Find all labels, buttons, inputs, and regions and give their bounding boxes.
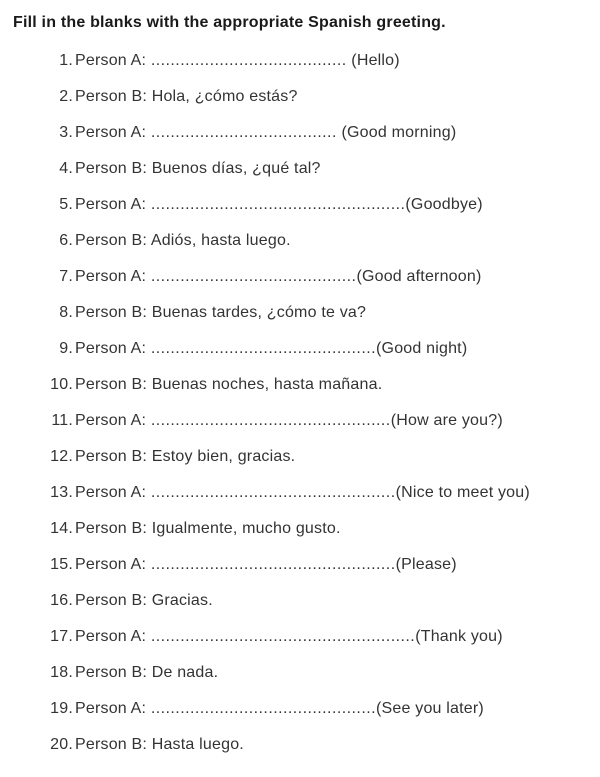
exercise-item [13,727,590,763]
item-speaker: Person A: [75,556,151,573]
blank-dots: .................................................. [150,484,396,501]
item-number: 4. [59,160,73,177]
exercise-item [13,547,590,583]
item-speaker: Person B: [75,736,152,753]
blank-dots: ...................................................... [150,628,416,645]
item-text: (Good night) [376,340,468,357]
item-number: 16. [50,592,73,609]
item-text: Buenos días, ¿qué tal? [151,160,321,177]
item-speaker: Person A: [75,484,151,501]
exercise-item [13,511,590,547]
item-number: 15. [50,556,73,573]
item-content [75,556,457,574]
item-text: (Good afternoon) [356,268,482,285]
item-speaker: Person B: [75,232,151,249]
item-content [75,124,456,142]
item-content [75,52,400,70]
item-number: 11. [51,412,73,429]
item-number: 20. [50,736,73,753]
item-content [75,484,530,502]
blank-dots: ................................................. [150,412,391,429]
item-number: 10. [50,376,73,393]
item-text: Estoy bien, gracias. [151,448,296,465]
exercise-item [13,691,590,727]
blank-dots: ........................................ [150,52,347,69]
item-number: 6. [59,232,73,249]
exercise-item [13,223,590,259]
item-speaker: Person A: [75,124,151,141]
exercise-item [13,259,590,295]
item-content [75,448,295,466]
blank-dots: ...................................... [150,124,337,141]
item-number: 5. [59,196,73,213]
item-text: (Hello) [346,52,400,69]
item-text: (See you later) [376,700,484,717]
blank-dots: .............................................. [150,700,377,717]
exercise-item [13,619,590,655]
item-text: (Good morning) [336,124,457,141]
exercise-item [13,439,590,475]
item-text: (Please) [395,556,457,573]
blank-dots: .......................................... [150,268,357,285]
item-text: Hasta luego. [151,736,244,753]
item-number: 7. [59,268,73,285]
item-content [75,376,382,394]
item-content [75,160,321,178]
item-text: (Goodbye) [405,196,483,213]
exercise-item [13,583,590,619]
item-number: 12. [50,448,73,465]
item-content [75,268,482,286]
item-speaker: Person B: [75,448,152,465]
exercise-item [13,655,590,691]
exercise-item [13,43,590,79]
item-speaker: Person A: [75,412,151,429]
item-number: 13. [50,484,73,501]
item-content [75,700,484,718]
blank-dots: .................................................... [150,196,406,213]
item-number: 19. [50,700,73,717]
blank-dots: .................................................. [150,556,396,573]
exercise-item [13,115,590,151]
item-speaker: Person A: [75,340,151,357]
item-number: 8. [59,304,73,321]
item-speaker: Person A: [75,52,151,69]
item-speaker: Person B: [75,376,152,393]
item-text: (How are you?) [390,412,503,429]
item-text: De nada. [151,664,219,681]
item-number: 18. [50,664,73,681]
item-content [75,88,298,106]
item-text: Adiós, hasta luego. [150,232,291,249]
item-content [75,340,467,358]
item-speaker: Person A: [75,700,151,717]
item-speaker: Person B: [75,88,152,105]
item-number: 9. [59,340,73,357]
exercise-item [13,403,590,439]
exercise-item [13,475,590,511]
exercise-item [13,187,590,223]
item-speaker: Person B: [75,520,152,537]
exercise-list [13,43,590,763]
item-content [75,232,291,250]
item-speaker: Person B: [75,160,152,177]
item-content [75,412,503,430]
exercise-item [13,151,590,187]
item-speaker: Person B: [75,664,152,681]
item-speaker: Person A: [75,628,151,645]
item-content [75,196,483,214]
item-content [75,592,213,610]
exercise-title: Fill in the blanks with the appropriate Spanish greeting. [13,14,446,31]
item-content [75,664,218,682]
item-text: Hola, ¿cómo estás? [151,88,298,105]
item-number: 2. [59,88,73,105]
item-text: Buenas noches, hasta mañana. [151,376,383,393]
item-number: 14. [50,520,73,537]
item-text: Gracias. [151,592,213,609]
item-content [75,736,244,754]
blank-dots: .............................................. [150,340,377,357]
item-speaker: Person B: [75,592,152,609]
exercise-item [13,331,590,367]
item-text: (Thank you) [415,628,503,645]
item-content [75,304,366,322]
item-speaker: Person A: [75,268,151,285]
item-text: Igualmente, mucho gusto. [151,520,341,537]
item-speaker: Person A: [75,196,151,213]
exercise-item [13,367,590,403]
item-number: 1. [59,52,73,69]
item-speaker: Person B: [75,304,152,321]
item-content [75,628,503,646]
exercise-item [13,295,590,331]
item-text: Buenas tardes, ¿cómo te va? [151,304,367,321]
item-text: (Nice to meet you) [395,484,530,501]
exercise-item [13,79,590,115]
item-number: 17. [50,628,73,645]
item-content [75,520,341,538]
item-number: 3. [59,124,73,141]
